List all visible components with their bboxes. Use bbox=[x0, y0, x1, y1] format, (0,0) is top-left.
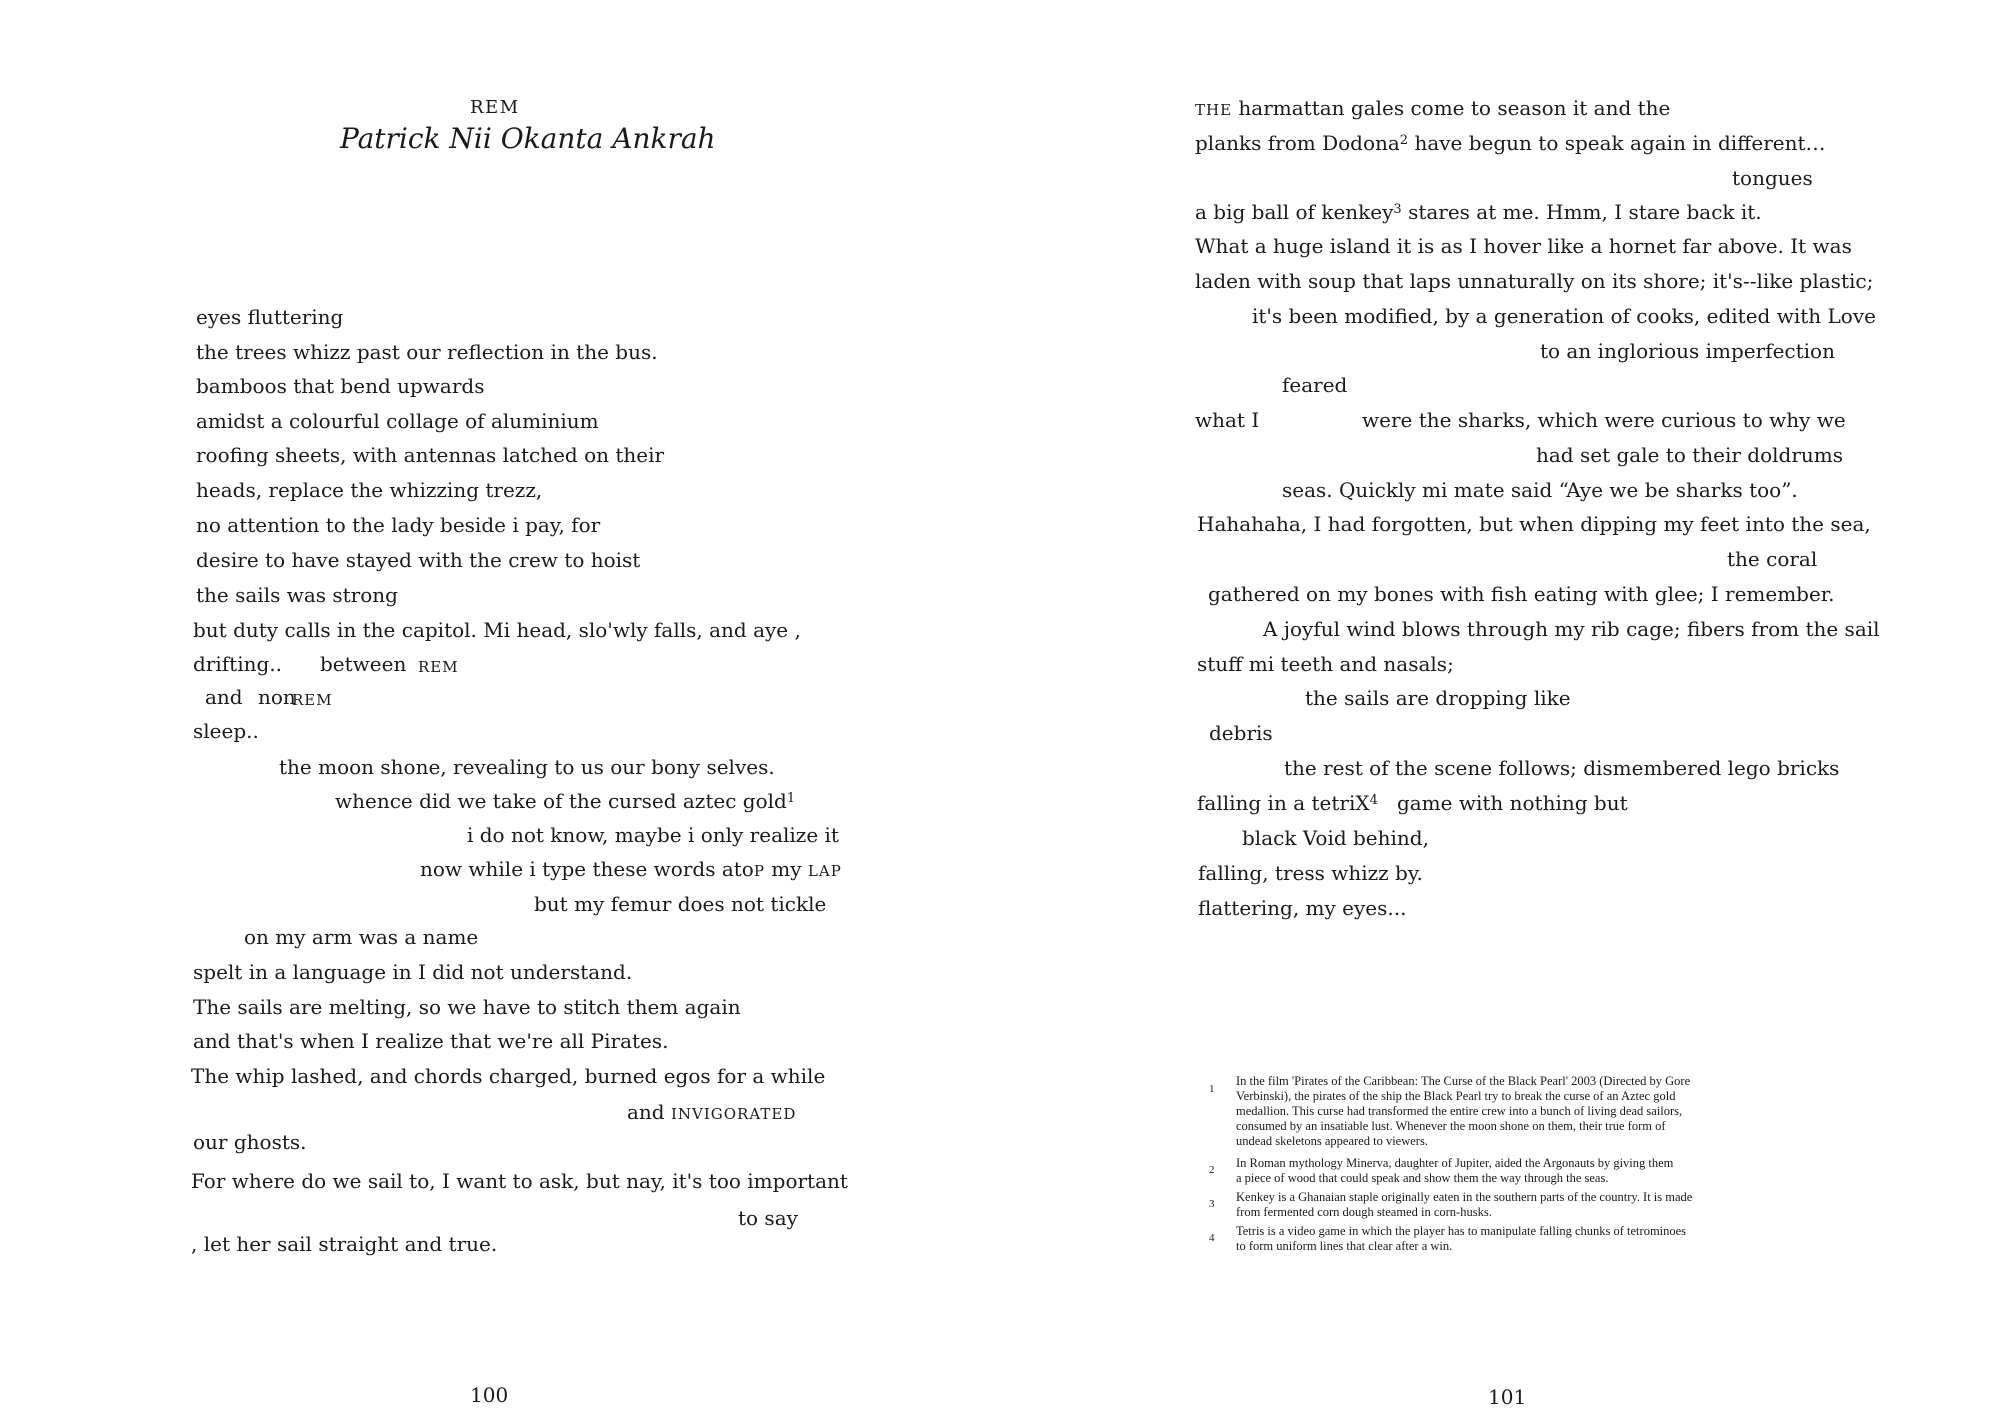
poem-line: seas. Quickly mi mate said “Aye we be sharks too”. bbox=[1282, 478, 1798, 502]
poem-title: REM bbox=[470, 97, 520, 118]
poem-text: have begun to speak again in different… bbox=[1414, 131, 1826, 155]
poem-text: stares at me. Hmm, I stare back it. bbox=[1408, 200, 1762, 224]
poem-line: and that's when I realize that we're all Pirates. bbox=[193, 1029, 669, 1053]
poem-line: roofing sheets, with antennas latched on their bbox=[196, 443, 665, 467]
poem-line bbox=[1195, 200, 1762, 224]
footnote-ref: 4 bbox=[1369, 793, 1378, 808]
poem-text: and bbox=[627, 1100, 665, 1124]
poem-line bbox=[1195, 96, 1670, 122]
poem-line: the trees whizz past our reflection in the bus. bbox=[196, 340, 658, 364]
poem-line: what I bbox=[1195, 408, 1260, 432]
poem-line: falling, tress whizz by. bbox=[1198, 861, 1423, 885]
footnote-line: to form uniform lines that clear after a win. bbox=[1236, 1239, 1453, 1253]
poem-line: had set gale to their doldrums bbox=[1536, 443, 1843, 467]
footnote-line: undead skeletons appeared to viewers. bbox=[1236, 1134, 1428, 1148]
footnote-number: 1 bbox=[1209, 1083, 1215, 1095]
poem-text: a big ball of kenkey bbox=[1195, 200, 1394, 224]
poem-line: but duty calls in the capitol. Mi head, slo'wly falls, and aye , bbox=[193, 618, 801, 642]
poem-line: Hahahaha, I had forgotten, but when dipping my feet into the sea, bbox=[1197, 512, 1871, 536]
poem-line: eyes fluttering bbox=[196, 305, 344, 329]
footnote-line: medallion. This curse had transformed the entire crew into a bunch of living dead sailors, bbox=[1236, 1104, 1683, 1118]
footnote-number: 3 bbox=[1209, 1198, 1215, 1210]
poem-line: the sails are dropping like bbox=[1305, 686, 1571, 710]
poem-line: heads, replace the whizzing trezz, bbox=[196, 478, 543, 502]
poem-line: For where do we sail to, I want to ask, but nay, it's too important bbox=[191, 1169, 848, 1193]
poem-line: and bbox=[205, 685, 243, 709]
poem-author: Patrick Nii Okanta Ankrah bbox=[340, 122, 716, 155]
poem-line: tongues bbox=[1732, 166, 1813, 190]
poem-line: the sails was strong bbox=[196, 583, 398, 607]
poem-line: non bbox=[258, 685, 296, 709]
poem-line: the rest of the scene follows; dismembered lego bricks bbox=[1284, 756, 1840, 780]
page-number: 100 bbox=[470, 1383, 509, 1407]
poem-text: now while i type these words ato bbox=[420, 857, 754, 881]
poem-line bbox=[1197, 791, 1628, 815]
poem-line bbox=[1195, 131, 1826, 155]
poem-text-smallcaps: P bbox=[753, 862, 765, 880]
poem-line: our ghosts. bbox=[193, 1130, 307, 1154]
footnote-number: 4 bbox=[1209, 1232, 1215, 1244]
page-number: 101 bbox=[1488, 1385, 1527, 1409]
footnote-line: a piece of wood that could speak and show them the way through the seas. bbox=[1236, 1171, 1609, 1185]
poem-text: harmattan gales come to season it and the bbox=[1238, 96, 1671, 120]
footnote-line: from fermented corn dough steamed in corn-husks. bbox=[1236, 1205, 1492, 1219]
poem-line: , let her sail straight and true. bbox=[191, 1232, 498, 1256]
poem-line: stuff mi teeth and nasals; bbox=[1197, 652, 1454, 676]
poem-line: sleep.. bbox=[193, 719, 259, 743]
footnote-ref: 1 bbox=[786, 791, 796, 806]
right-page bbox=[1000, 0, 2000, 1427]
poem-line: to an inglorious imperfection bbox=[1540, 339, 1835, 363]
poem-line: flattering, my eyes... bbox=[1198, 896, 1407, 920]
poem-line: feared bbox=[1282, 373, 1348, 397]
poem-text-smallcaps: INVIGORATED bbox=[670, 1105, 797, 1123]
poem-line: the coral bbox=[1727, 547, 1818, 571]
poem-text: whence did we take of the cursed aztec gold bbox=[335, 789, 787, 813]
footnote-line: In the film 'Pirates of the Caribbean: The Curse of the Black Pearl' 2003 (Directed by Gore bbox=[1236, 1074, 1691, 1088]
poem-line: laden with soup that laps unnaturally on its shore; it's--like plastic; bbox=[1195, 269, 1874, 293]
footnote-ref: 2 bbox=[1399, 133, 1409, 148]
poem-line: debris bbox=[1209, 721, 1273, 745]
poem-text: planks from Dodona bbox=[1195, 131, 1400, 155]
poem-line: black Void behind, bbox=[1242, 826, 1429, 850]
poem-line bbox=[420, 857, 842, 883]
footnote-line: Tetris is a video game in which the player has to manipulate falling chunks of tetrominoes bbox=[1236, 1224, 1687, 1238]
poem-line bbox=[335, 789, 795, 813]
poem-line-smallcaps: REM bbox=[292, 691, 333, 709]
poem-line: bamboos that bend upwards bbox=[196, 374, 485, 398]
poem-line: spelt in a language in I did not understand. bbox=[193, 960, 633, 984]
footnote-ref: 3 bbox=[1393, 202, 1402, 217]
footnote-number: 2 bbox=[1209, 1164, 1215, 1176]
poem-text: my bbox=[771, 857, 802, 881]
poem-text: game with nothing but bbox=[1396, 791, 1628, 815]
footnote-line: consumed by an insatiable lust. Whenever the moon shone on them, their true form of bbox=[1236, 1119, 1666, 1133]
poem-text-smallcaps: LAP bbox=[807, 862, 842, 880]
poem-line: no attention to the lady beside i pay, for bbox=[196, 513, 601, 537]
poem-line: The sails are melting, so we have to stitch them again bbox=[193, 995, 741, 1019]
poem-line: amidst a colourful collage of aluminium bbox=[196, 409, 599, 433]
poem-line: What a huge island it is as I hover like a hornet far above. It was bbox=[1195, 234, 1852, 258]
poem-line: gathered on my bones with fish eating with glee; I remember. bbox=[1208, 582, 1835, 606]
footnote-line: Kenkey is a Ghanaian staple originally eaten in the southern parts of the country. It is made bbox=[1236, 1190, 1693, 1204]
footnote-line: In Roman mythology Minerva, daughter of Jupiter, aided the Argonauts by giving them bbox=[1236, 1156, 1674, 1170]
poem-line: drifting.. bbox=[193, 652, 282, 676]
poem-line: it's been modified, by a generation of cooks, edited with Love bbox=[1252, 304, 1876, 328]
poem-line: were the sharks, which were curious to why we bbox=[1362, 408, 1846, 432]
poem-line: desire to have stayed with the crew to hoist bbox=[196, 548, 641, 572]
poem-line-smallcaps: REM bbox=[418, 658, 459, 676]
poem-line bbox=[627, 1100, 796, 1126]
poem-line: the moon shone, revealing to us our bony selves. bbox=[279, 755, 775, 779]
poem-text-smallcaps: THE bbox=[1195, 101, 1233, 119]
poem-line: between bbox=[320, 652, 407, 676]
poem-line: to say bbox=[738, 1206, 798, 1230]
poem-line: The whip lashed, and chords charged, burned egos for a while bbox=[191, 1064, 826, 1088]
poem-line: i do not know, maybe i only realize it bbox=[467, 823, 839, 847]
poem-line: A joyful wind blows through my rib cage; fibers from the sail bbox=[1263, 617, 1880, 641]
poem-line: but my femur does not tickle bbox=[534, 892, 827, 916]
poem-line: on my arm was a name bbox=[244, 925, 479, 949]
footnote-line: Verbinski), the pirates of the ship the Black Pearl try to break the curse of an Aztec gold bbox=[1236, 1089, 1676, 1103]
poem-text: falling in a tetriX bbox=[1197, 791, 1370, 815]
